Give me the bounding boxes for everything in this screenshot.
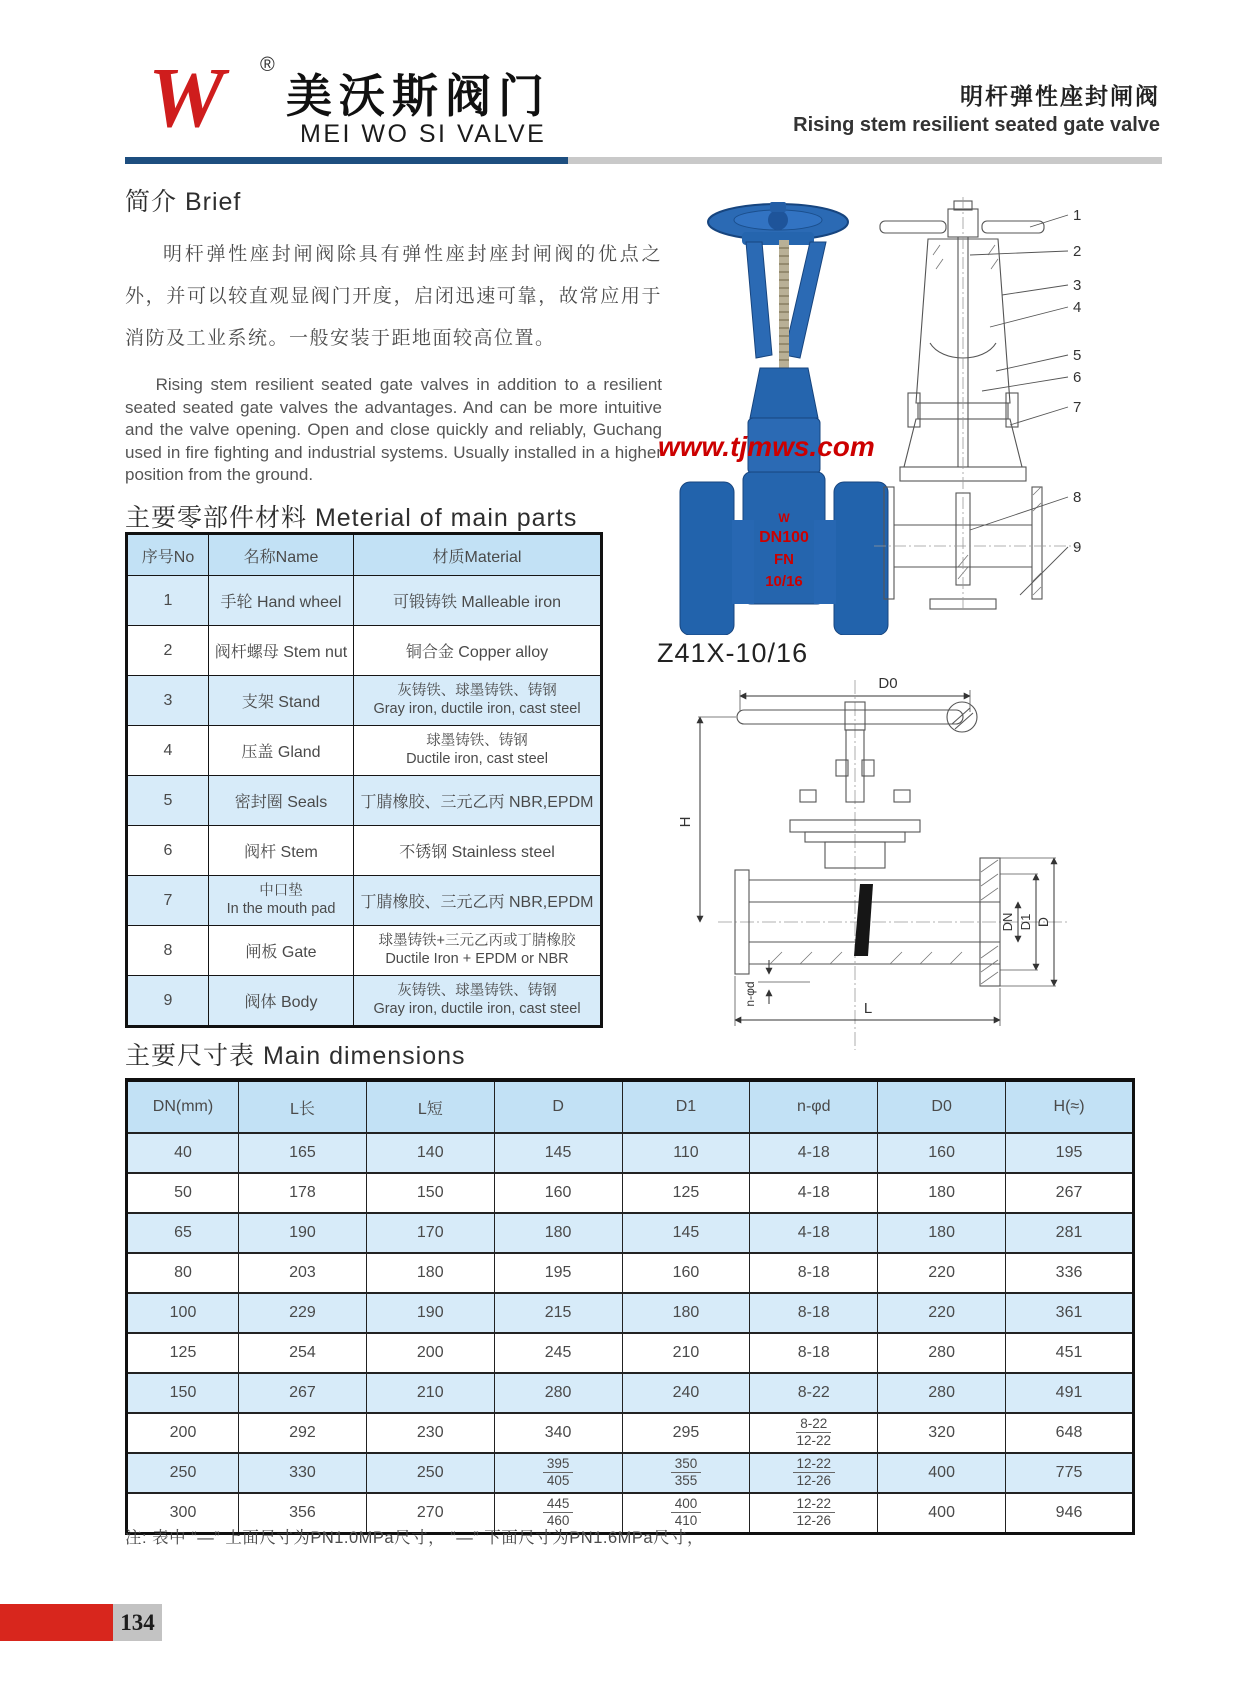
materials-row <box>127 726 602 776</box>
divider-gray-segment <box>568 157 1162 164</box>
dims-cell-d1: 210 <box>622 1333 750 1373</box>
model-number: Z41X-10/16 <box>657 638 809 668</box>
dims-cell-l-short: 270 <box>366 1493 494 1534</box>
materials-row <box>127 776 602 826</box>
body-mark-fn: FN <box>774 551 794 568</box>
dims-cell-d0: 280 <box>878 1333 1006 1373</box>
brief-paragraph-en: Rising stem resilient seated gate valves in addition to a resilient seated seated gate valves the advantages. And can be more intuitive and the valve opening. Open and close quickly and reliably, Guchang used in fire fighting and industrial systems. Usually installed in a higher position from the ground. <box>125 375 662 484</box>
dimensions-table-body <box>127 1133 1134 1534</box>
dims-cell-dn: 65 <box>127 1213 239 1253</box>
dim-label-d: D <box>1035 916 1051 928</box>
materials-cell-material: 可锻铸铁 Malleable iron <box>354 576 602 626</box>
dims-cell-nd: $\frac{12-22}{12-26}$ <box>750 1453 878 1493</box>
dimensions-row <box>127 1173 1134 1213</box>
callout-1: 1 <box>1073 207 1082 224</box>
dims-cell-l-short: 140 <box>366 1133 494 1173</box>
materials-cell-no: 2 <box>127 626 209 676</box>
footer-page-box <box>113 1604 162 1641</box>
dims-cell-nd: 8-22 <box>750 1373 878 1413</box>
dims-cell-d1: 110 <box>622 1133 750 1173</box>
dims-cell-h: 336 <box>1006 1253 1134 1293</box>
dims-cell-d0: 220 <box>878 1253 1006 1293</box>
dims-cell-h: 946 <box>1006 1493 1134 1534</box>
materials-cell-no: 5 <box>127 776 209 826</box>
materials-row <box>127 676 602 726</box>
callout-5: 5 <box>1073 347 1082 364</box>
brief-section <box>125 182 662 487</box>
dims-cell-d: 340 <box>494 1413 622 1453</box>
dims-cell-h: 648 <box>1006 1413 1134 1453</box>
page-footer <box>0 1604 162 1641</box>
table-note: 注: 表中 “—” 上面尺寸为PN1.0MPa尺寸， “—” 下面尺寸为PN1.6MPa尺寸， <box>125 1529 705 1547</box>
materials-cell-material: 丁腈橡胶、三元乙丙 NBR,EPDM <box>354 776 602 826</box>
dims-cell-dn: 300 <box>127 1493 239 1534</box>
materials-cell-material: 球墨铸铁+三元乙丙或丁腈橡胶 Ductile Iron + EPDM or NBR <box>354 926 602 976</box>
materials-cell-no: 6 <box>127 826 209 876</box>
dims-cell-dn: 125 <box>127 1333 239 1373</box>
materials-cell-name: 闸板 Gate <box>209 926 354 976</box>
dims-cell-d0: 160 <box>878 1133 1006 1173</box>
materials-heading: 主要零部件材料 Meterial of main parts <box>125 504 578 532</box>
dims-cell-d: 195 <box>494 1253 622 1293</box>
dims-cell-l-short: 170 <box>366 1213 494 1253</box>
body-mark-dn: DN100 <box>759 529 809 546</box>
dims-cell-l-long: 292 <box>239 1413 367 1453</box>
materials-row <box>127 876 602 926</box>
dims-cell-l-long: 203 <box>239 1253 367 1293</box>
dims-cell-d1: $\frac{350}{355}$ <box>622 1453 750 1493</box>
dims-cell-dn: 100 <box>127 1293 239 1333</box>
dims-cell-nd: 8-18 <box>750 1293 878 1333</box>
dims-cell-d0: 280 <box>878 1373 1006 1413</box>
dims-cell-l-long: 165 <box>239 1133 367 1173</box>
materials-row <box>127 826 602 876</box>
materials-cell-name: 手轮 Hand wheel <box>209 576 354 626</box>
footer-red-bar <box>0 1604 113 1641</box>
dimensions-row <box>127 1253 1134 1293</box>
dims-cell-l-short: 250 <box>366 1453 494 1493</box>
dims-cell-d: $\frac{445}{460}$ <box>494 1493 622 1534</box>
registered-trademark-icon: ® <box>260 54 275 76</box>
dims-cell-l-short: 190 <box>366 1293 494 1333</box>
page-number: 134 <box>120 1610 155 1635</box>
brand-name-en: MEI WO SI VALVE <box>300 120 547 148</box>
dims-cell-dn: 150 <box>127 1373 239 1413</box>
dims-cell-d: 160 <box>494 1173 622 1213</box>
dims-col-l-short: L短 <box>366 1080 494 1133</box>
dimensions-row <box>127 1293 1134 1333</box>
dims-cell-d: 215 <box>494 1293 622 1333</box>
dimensions-row <box>127 1453 1134 1493</box>
dims-cell-d1: $\frac{400}{410}$ <box>622 1493 750 1534</box>
dim-label-h: H <box>677 816 694 828</box>
dims-cell-l-long: 190 <box>239 1213 367 1253</box>
dimension-drawing <box>640 672 1070 1057</box>
dims-cell-l-long: 254 <box>239 1333 367 1373</box>
materials-cell-name: 支架 Stand <box>209 676 354 726</box>
brief-heading: 简介 Brief <box>125 188 242 216</box>
dimensions-row <box>127 1333 1134 1373</box>
dims-col-nd: n-φd <box>750 1080 878 1133</box>
dim-label-dn: DN <box>1000 912 1015 932</box>
dimensions-row <box>127 1373 1134 1413</box>
callout-2: 2 <box>1073 243 1082 260</box>
dims-cell-d0: 400 <box>878 1453 1006 1493</box>
dims-cell-nd: 8-18 <box>750 1253 878 1293</box>
header-divider <box>125 157 1162 164</box>
materials-cell-no: 1 <box>127 576 209 626</box>
dims-cell-nd: 4-18 <box>750 1133 878 1173</box>
dims-cell-d0: 180 <box>878 1173 1006 1213</box>
dims-cell-h: 195 <box>1006 1133 1134 1173</box>
dims-cell-l-long: 229 <box>239 1293 367 1333</box>
dims-cell-dn: 40 <box>127 1133 239 1173</box>
materials-row <box>127 626 602 676</box>
materials-cell-name: 中口垫 In the mouth pad <box>209 876 354 926</box>
dims-cell-nd: $\frac{12-22}{12-26}$ <box>750 1493 878 1534</box>
dims-cell-d0: 180 <box>878 1213 1006 1253</box>
watermark-text: www.tjmws.com <box>658 431 875 462</box>
dims-cell-d0: 320 <box>878 1413 1006 1453</box>
company-logo <box>148 49 618 157</box>
materials-cell-no: 3 <box>127 676 209 726</box>
dims-cell-h: 281 <box>1006 1213 1134 1253</box>
materials-cell-name: 阀杆螺母 Stem nut <box>209 626 354 676</box>
dims-cell-l-short: 180 <box>366 1253 494 1293</box>
materials-col-no: 序号No <box>127 534 209 576</box>
materials-col-name: 名称Name <box>209 534 354 576</box>
dimensions-table <box>125 1078 1135 1535</box>
dims-cell-d1: 160 <box>622 1253 750 1293</box>
dims-col-l-long: L长 <box>239 1080 367 1133</box>
materials-header-row <box>127 534 602 576</box>
materials-row <box>127 926 602 976</box>
materials-cell-material: 不锈钢 Stainless steel <box>354 826 602 876</box>
callout-3: 3 <box>1073 277 1082 294</box>
dims-cell-l-long: 356 <box>239 1493 367 1534</box>
dims-col-dn: DN(mm) <box>127 1080 239 1133</box>
dims-cell-d1: 295 <box>622 1413 750 1453</box>
dims-cell-dn: 250 <box>127 1453 239 1493</box>
dims-cell-l-short: 210 <box>366 1373 494 1413</box>
materials-cell-name: 密封圈 Seals <box>209 776 354 826</box>
materials-cell-material: 灰铸铁、球墨铸铁、铸钢 Gray iron, ductile iron, cast steel <box>354 976 602 1027</box>
materials-cell-name: 阀杆 Stem <box>209 826 354 876</box>
dims-cell-dn: 80 <box>127 1253 239 1293</box>
dimensions-row <box>127 1413 1134 1453</box>
materials-cell-material: 铜合金 Copper alloy <box>354 626 602 676</box>
dims-cell-d1: 240 <box>622 1373 750 1413</box>
dims-cell-d1: 145 <box>622 1213 750 1253</box>
dimensions-header-row <box>127 1080 1134 1133</box>
dims-cell-d1: 125 <box>622 1173 750 1213</box>
dims-cell-d: 245 <box>494 1333 622 1373</box>
materials-cell-no: 4 <box>127 726 209 776</box>
dims-cell-h: 361 <box>1006 1293 1134 1333</box>
materials-cell-no: 8 <box>127 926 209 976</box>
materials-row <box>127 976 602 1027</box>
materials-cell-no: 7 <box>127 876 209 926</box>
materials-table <box>125 532 603 1028</box>
dimensions-heading: 主要尺寸表 Main dimensions <box>125 1042 466 1070</box>
dims-cell-nd: 8-18 <box>750 1333 878 1373</box>
dims-cell-d: $\frac{395}{405}$ <box>494 1453 622 1493</box>
dims-cell-h: 267 <box>1006 1173 1134 1213</box>
materials-col-material: 材质Material <box>354 534 602 576</box>
dims-col-d1: D1 <box>622 1080 750 1133</box>
dim-label-d0: D0 <box>878 675 898 692</box>
product-title <box>793 78 1160 137</box>
dims-col-d: D <box>494 1080 622 1133</box>
dims-cell-dn: 200 <box>127 1413 239 1453</box>
callout-9: 9 <box>1073 539 1082 556</box>
materials-cell-material: 球墨铸铁、铸钢 Ductile iron, cast steel <box>354 726 602 776</box>
callout-7: 7 <box>1073 399 1082 416</box>
materials-cell-material: 丁腈橡胶、三元乙丙 NBR,EPDM <box>354 876 602 926</box>
materials-table-body <box>127 576 602 1027</box>
dims-cell-l-long: 178 <box>239 1173 367 1213</box>
dim-label-l: L <box>863 1000 873 1017</box>
dims-cell-l-short: 230 <box>366 1413 494 1453</box>
dims-cell-l-short: 150 <box>366 1173 494 1213</box>
dims-cell-h: 491 <box>1006 1373 1134 1413</box>
dims-cell-d1: 180 <box>622 1293 750 1333</box>
dims-cell-d0: 220 <box>878 1293 1006 1333</box>
materials-cell-no: 9 <box>127 976 209 1027</box>
dims-cell-d: 180 <box>494 1213 622 1253</box>
materials-cell-material: 灰铸铁、球墨铸铁、铸钢 Gray iron, ductile iron, cast steel <box>354 676 602 726</box>
dims-cell-d: 145 <box>494 1133 622 1173</box>
dims-cell-l-long: 330 <box>239 1453 367 1493</box>
dims-col-h: H(≈) <box>1006 1080 1134 1133</box>
body-mark-pn: 10/16 <box>765 573 803 590</box>
dims-cell-h: 775 <box>1006 1453 1134 1493</box>
dims-cell-d: 280 <box>494 1373 622 1413</box>
callout-8: 8 <box>1073 489 1082 506</box>
dims-cell-nd: 4-18 <box>750 1173 878 1213</box>
dimensions-row <box>127 1133 1134 1173</box>
product-title-cn: 明杆弹性座封闸阀 <box>960 83 1160 109</box>
brand-name-cn: 美沃斯阀门 <box>286 70 551 122</box>
materials-cell-name: 压盖 Gland <box>209 726 354 776</box>
dims-cell-l-short: 200 <box>366 1333 494 1373</box>
body-logo-mark: W <box>778 511 790 525</box>
callout-4: 4 <box>1073 299 1082 316</box>
dims-cell-d0: 400 <box>878 1493 1006 1534</box>
callout-6: 6 <box>1073 369 1082 386</box>
dim-label-d1: D1 <box>1018 913 1033 931</box>
logo-w-mark: W <box>148 49 225 145</box>
materials-row <box>127 576 602 626</box>
dims-cell-nd: $\frac{8-22}{12-22}$ <box>750 1413 878 1453</box>
materials-cell-name: 阀体 Body <box>209 976 354 1027</box>
dims-cell-h: 451 <box>1006 1333 1134 1373</box>
brief-paragraph-cn: 明杆弹性座封闸阀除具有弹性座封座封闸阀的优点之外，并可以较直观显阀门开度，启闭迅速可靠，故常应用于消防及工业系统。一般安装于距地面较高位置。 <box>125 244 662 349</box>
dimensions-row <box>127 1213 1134 1253</box>
dims-cell-dn: 50 <box>127 1173 239 1213</box>
dims-col-d0: D0 <box>878 1080 1006 1133</box>
product-title-en: Rising stem resilient seated gate valve <box>793 114 1160 136</box>
dims-cell-l-long: 267 <box>239 1373 367 1413</box>
dims-cell-nd: 4-18 <box>750 1213 878 1253</box>
cross-section-drawing <box>870 195 1085 615</box>
dim-label-nd: n-φd <box>743 981 757 1007</box>
divider-navy-segment <box>125 157 568 164</box>
